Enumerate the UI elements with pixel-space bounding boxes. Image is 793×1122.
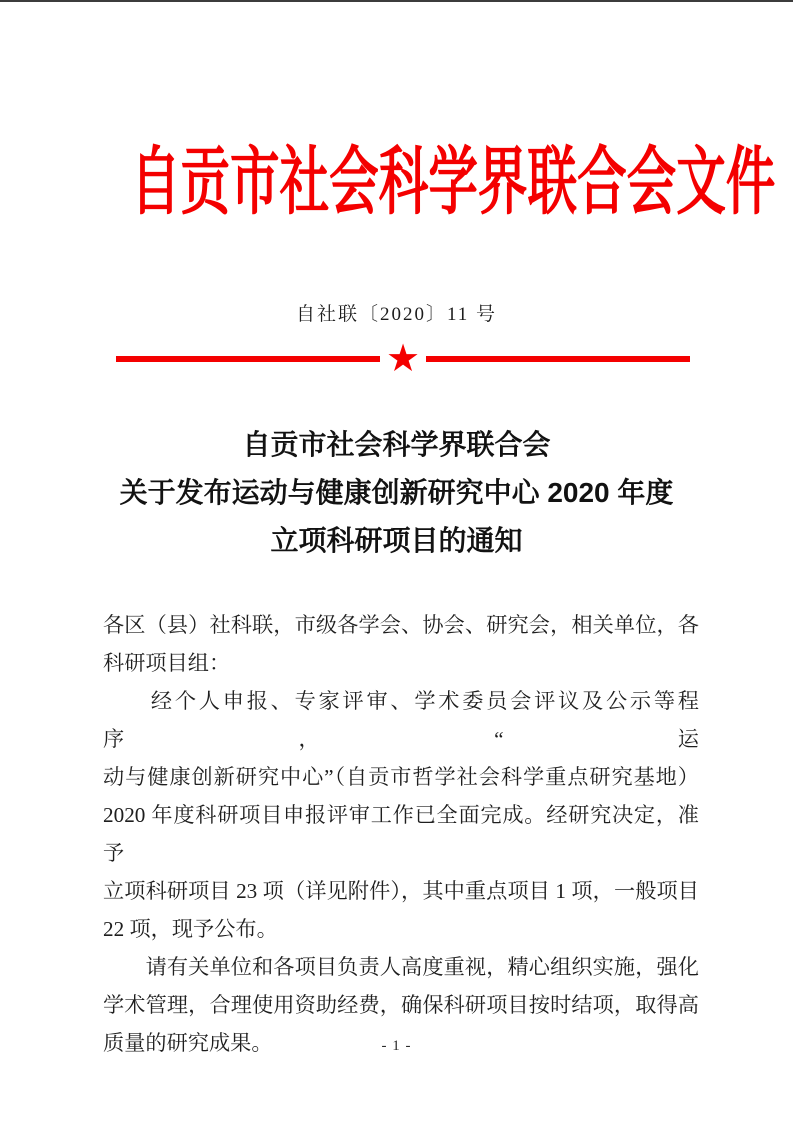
body-line: 质量的研究成果。	[103, 1031, 273, 1055]
letterhead-divider	[116, 336, 690, 380]
scan-edge-artifact	[0, 0, 793, 2]
notice-title-line-2: 关于发布运动与健康创新研究中心 2020 年度	[119, 477, 674, 508]
doc-number: 自社联〔2020〕11 号	[295, 304, 498, 325]
star-icon: ★	[385, 336, 421, 380]
page-number: - 1 -	[381, 1038, 412, 1054]
body-line: 立项科研项目 23 项（详见附件），其中重点项目 1 项，一般项目	[103, 879, 699, 903]
body-text	[103, 606, 699, 1062]
body-line: 请有关单位和各项目负责人高度重视，精心组织实施，强化	[103, 955, 699, 979]
notice-title	[0, 421, 793, 565]
body-line: 学术管理，合理使用资助经费，确保科研项目按时结项，取得高	[103, 993, 699, 1017]
body-line: 经个人申报、专家评审、学术委员会评议及公示等程序，“运	[103, 689, 699, 751]
body-line: 动与健康创新研究中心”（自贡市哲学社会科学重点研究基地）	[103, 765, 699, 789]
body-line: 科研项目组：	[103, 651, 231, 675]
notice-title-line-3: 立项科研项目的通知	[270, 525, 523, 556]
notice-title-line-1: 自贡市社会科学界联合会	[242, 429, 551, 460]
body-line: 2020 年度科研项目申报评审工作已全面完成。经研究决定，准予	[103, 803, 699, 865]
letterhead-title: 自贡市社会科学界联合会文件	[130, 140, 776, 223]
body-line: 各区（县）社科联，市级各学会、协会、研究会，相关单位，各	[103, 613, 699, 637]
divider-line-left	[116, 356, 380, 362]
divider-line-right	[426, 356, 690, 362]
body-line: 22 项，现予公布。	[103, 917, 278, 941]
